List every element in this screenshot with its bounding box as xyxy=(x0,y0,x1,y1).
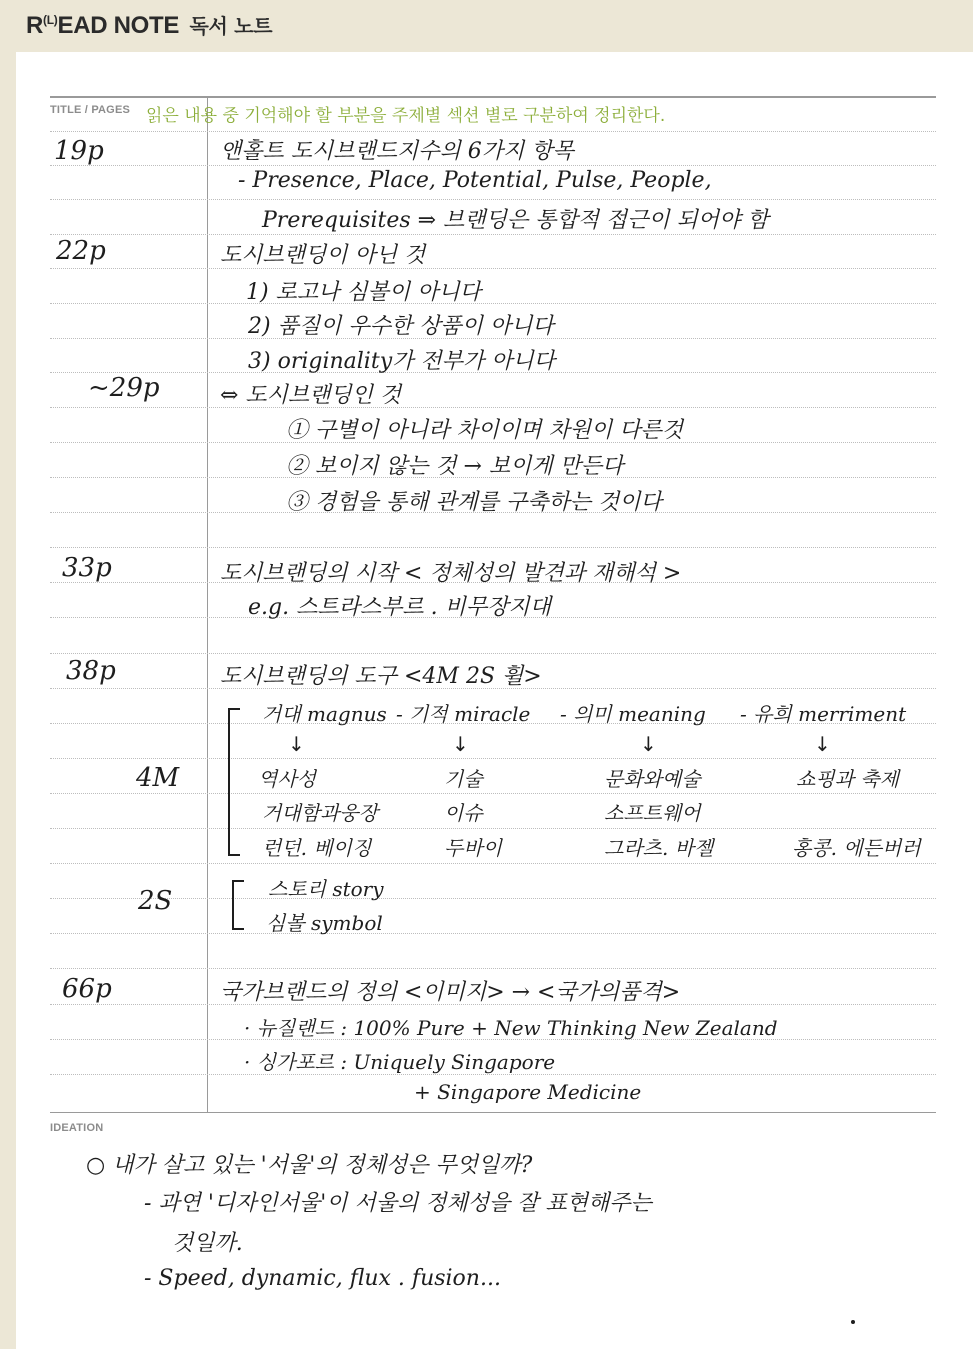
ruled-line xyxy=(50,863,936,864)
brand-korean: 독서 노트 xyxy=(189,14,273,38)
note-29-line2: ① 구별이 아니라 차이이며 차원이 다른것 xyxy=(286,418,683,443)
ruled-line xyxy=(50,933,936,934)
note-22-line4: 3) originality가 전부가 아니다 xyxy=(248,349,555,374)
top-rule xyxy=(50,96,936,98)
note-22-line2: 1) 로고나 심볼이 아니다 xyxy=(246,280,481,305)
cell-r2c1: 거대함과웅장 xyxy=(262,801,378,825)
wheel-meaning: - 의미 meaning xyxy=(560,702,706,726)
ruled-line xyxy=(50,898,936,899)
ruled-line xyxy=(50,268,936,269)
page-29: ~29p xyxy=(88,373,160,403)
ruled-line xyxy=(50,303,936,304)
ideation-line4: - Speed, dynamic, flux . fusion... xyxy=(144,1266,501,1291)
cell-r3c4: 홍콩. 에든버러 xyxy=(792,836,921,860)
instruction-text: 읽은 내용 중 기억해야 할 부분을 주제별 섹션 별로 구분하여 정리한다. xyxy=(146,106,666,126)
ruled-line xyxy=(50,199,936,200)
ruled-line xyxy=(50,165,936,166)
brand-letter: R xyxy=(26,12,44,39)
label-4m: 4M xyxy=(136,763,180,793)
bracket-2s xyxy=(232,880,244,930)
note-66-line2: · 뉴질랜드 : 100% Pure + New Thinking New Zealand xyxy=(244,1016,778,1040)
note-38-line1: 도시브랜딩의 도구 <4M 2S 휠> xyxy=(220,664,542,689)
page-66: 66p xyxy=(62,974,112,1004)
wheel-miracle: - 기적 miracle xyxy=(396,702,531,726)
note-19-line2: - Presence, Place, Potential, Pulse, People, xyxy=(238,168,712,193)
cell-r2c2: 이슈 xyxy=(444,801,483,825)
arrow-down-icon: ↓ xyxy=(640,732,657,756)
page-38: 38p xyxy=(66,656,116,686)
page-19: 19p xyxy=(54,136,104,166)
ink-dot xyxy=(851,1320,855,1324)
note-29-line4: ③ 경험을 통해 관계를 구축하는 것이다 xyxy=(286,490,662,515)
ruled-line xyxy=(50,131,936,132)
symbol-label: 심볼 symbol xyxy=(266,911,383,935)
ideation-line1: ○ 내가 살고 있는 '서울'의 정체성은 무엇일까? xyxy=(86,1153,533,1178)
note-29-line3: ② 보이지 않는 것 → 보이게 만든다 xyxy=(286,454,624,479)
ideation-label: IDEATION xyxy=(50,1122,104,1134)
ruled-line xyxy=(50,547,936,548)
cell-r1c3: 문화와예술 xyxy=(604,767,701,791)
note-33-line2: e.g. 스트라스부르 . 비무장지대 xyxy=(248,595,551,620)
header-bar xyxy=(0,0,973,52)
cell-r3c2: 두바이 xyxy=(444,836,502,860)
ruled-line xyxy=(50,793,936,794)
cell-r3c1: 런던. 베이징 xyxy=(262,836,372,860)
ruled-line xyxy=(50,653,936,654)
note-33-line1: 도시브랜딩의 시작 < 정체성의 발견과 재해석 > xyxy=(220,561,682,586)
note-22-line1: 도시브랜딩이 아닌 것 xyxy=(220,243,426,268)
note-19-line3: Prerequisites ⇒ 브랜딩은 통합적 접근이 되어야 함 xyxy=(262,208,769,233)
note-66-line1: 국가브랜드의 정의 <이미지> → <국가의품격> xyxy=(220,980,681,1005)
page-33: 33p xyxy=(62,553,112,583)
cell-r1c4: 쇼핑과 축제 xyxy=(796,767,899,791)
brand-name: EAD NOTE xyxy=(57,12,180,39)
margin-rule xyxy=(207,96,208,1113)
page-22: 22p xyxy=(56,236,106,266)
note-22-line3: 2) 품질이 우수한 상품이 아니다 xyxy=(248,314,554,339)
cell-r3c3: 그라츠. 바젤 xyxy=(604,836,714,860)
cell-r2c3: 소프트웨어 xyxy=(604,801,701,825)
ruled-line xyxy=(50,758,936,759)
cell-r1c1: 역사성 xyxy=(258,767,316,791)
cell-r1c2: 기술 xyxy=(444,767,483,791)
arrow-down-icon: ↓ xyxy=(288,732,305,756)
note-29-line1: ⇔ 도시브랜딩인 것 xyxy=(220,383,402,408)
story-label: 스토리 story xyxy=(268,877,384,901)
wheel-merriment: - 유희 merriment xyxy=(740,702,907,726)
ideation-line3: 것일까. xyxy=(172,1231,243,1256)
bracket-4m xyxy=(228,708,240,856)
title-pages-label: TITLE / PAGES xyxy=(50,104,131,116)
ruled-line xyxy=(50,234,936,235)
note-19-line1: 앤홀트 도시브랜드지수의 6가지 항목 xyxy=(220,139,574,164)
ruled-line xyxy=(50,828,936,829)
ideation-line2: - 과연 '디자인서울'이 서울의 정체성을 잘 표현해주는 xyxy=(144,1191,652,1216)
label-2s: 2S xyxy=(138,886,173,916)
arrow-down-icon: ↓ xyxy=(452,732,469,756)
wheel-magnus: 거대 magnus xyxy=(262,702,387,726)
note-66-line3: · 싱가포르 : Uniquely Singapore xyxy=(244,1050,556,1074)
note-66-line4: + Singapore Medicine xyxy=(414,1080,642,1104)
brand-sup: (L) xyxy=(43,13,58,27)
ruled-line xyxy=(50,968,936,969)
bottom-rule xyxy=(50,1112,936,1113)
ruled-line xyxy=(50,407,936,408)
brand-title xyxy=(26,10,272,40)
arrow-down-icon: ↓ xyxy=(814,732,831,756)
